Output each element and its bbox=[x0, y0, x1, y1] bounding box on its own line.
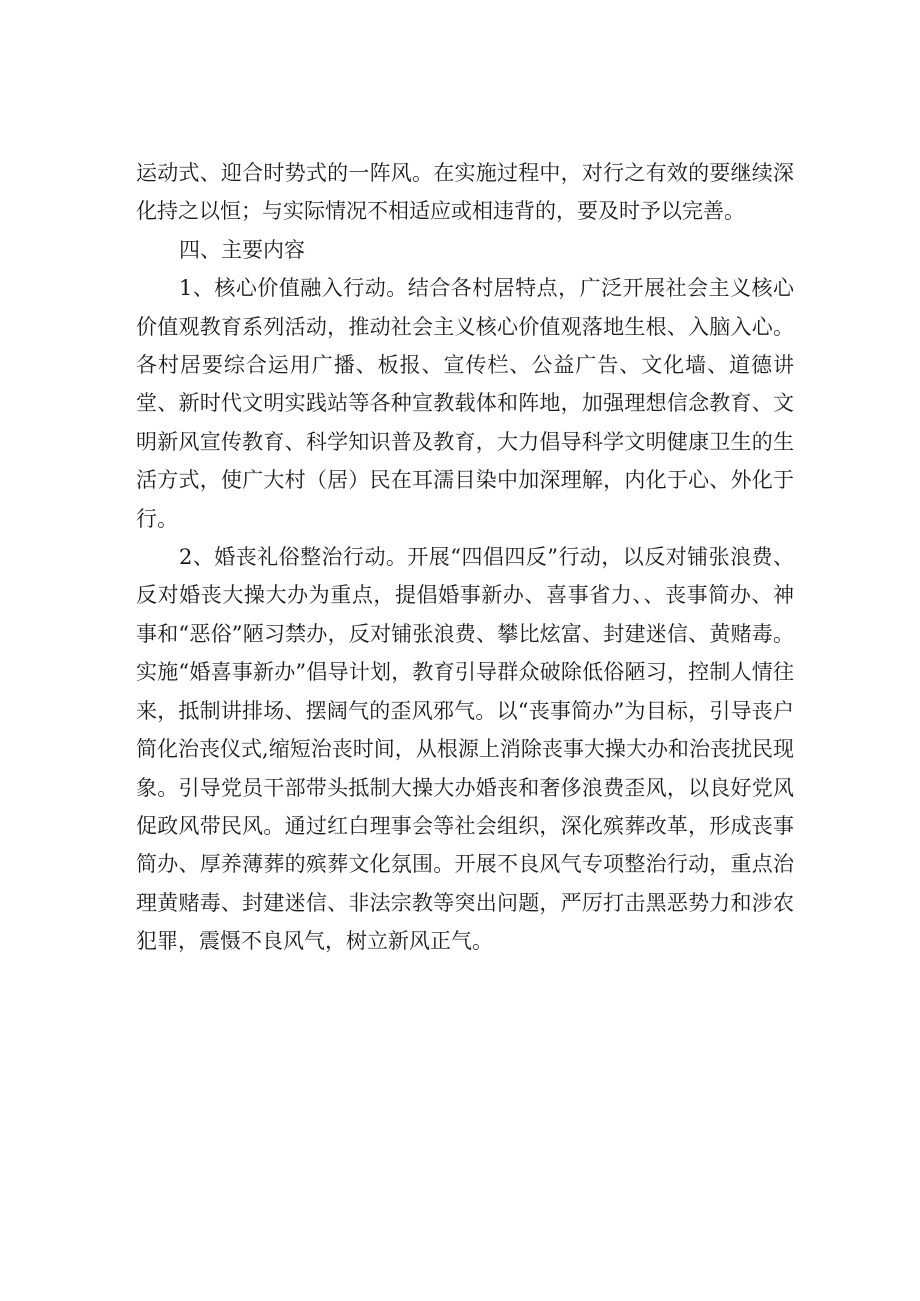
paragraph-continuation: 运动式、迎合时势式的一阵风。在实施过程中，对行之有效的要继续深化持之以恒；与实际情况不相适应或相违背的，要及时予以完善。 bbox=[136, 161, 794, 224]
document-body bbox=[136, 154, 794, 961]
paragraph-marriage-funeral: 2、婚丧礼俗整治行动。开展“四倡四反”行动，以反对铺张浪费、反对婚丧大操大办为重点，提倡婚事新办、喜事省力、、丧事简办、神事和“恶俗”陋习禁办，反对铺张浪费、攀比炫富、封建迷信、黄赌毒。实施“婚喜事新办”倡导计划，教育引导群众破除低俗陋习，控制人情往来，抵制讲排场、摆阔气的歪风邪气。以“丧事简办”为目标，引导丧户简化治丧仪式,缩短治丧时间，从根源上消除丧事大操大办和治丧扰民现象。引导党员干部带头抵制大操大办婚丧和奢侈浪费歪风，以良好党风促政风带民风。通过红白理事会等社会组织，深化殡葬改革，形成丧事简办、厚养薄葬的殡葬文化氛围。开展不良风气专项整治行动，重点治理黄赌毒、封建迷信、非法宗教等突出问题，严厉打击黑恶势力和涉农犯罪，震慑不良风气，树立新风正气。 bbox=[136, 545, 794, 954]
section-heading: 四、主要内容 bbox=[179, 237, 305, 262]
paragraph-core-values: 1、核心价值融入行动。结合各村居特点，广泛开展社会主义核心价值观教育系列活动，推动社会主义核心价值观落地生根、入脑入心。各村居要综合运用广播、板报、宣传栏、公益广告、文化墙、道德讲堂、新时代文明实践站等各种宣教载体和阵地，加强理想信念教育、文明新风宣传教育、科学知识普及教育，大力倡导科学文明健康卫生的生活方式，使广大村（居）民在耳濡目染中加深理解，内化于心、外化于行。 bbox=[136, 276, 794, 531]
